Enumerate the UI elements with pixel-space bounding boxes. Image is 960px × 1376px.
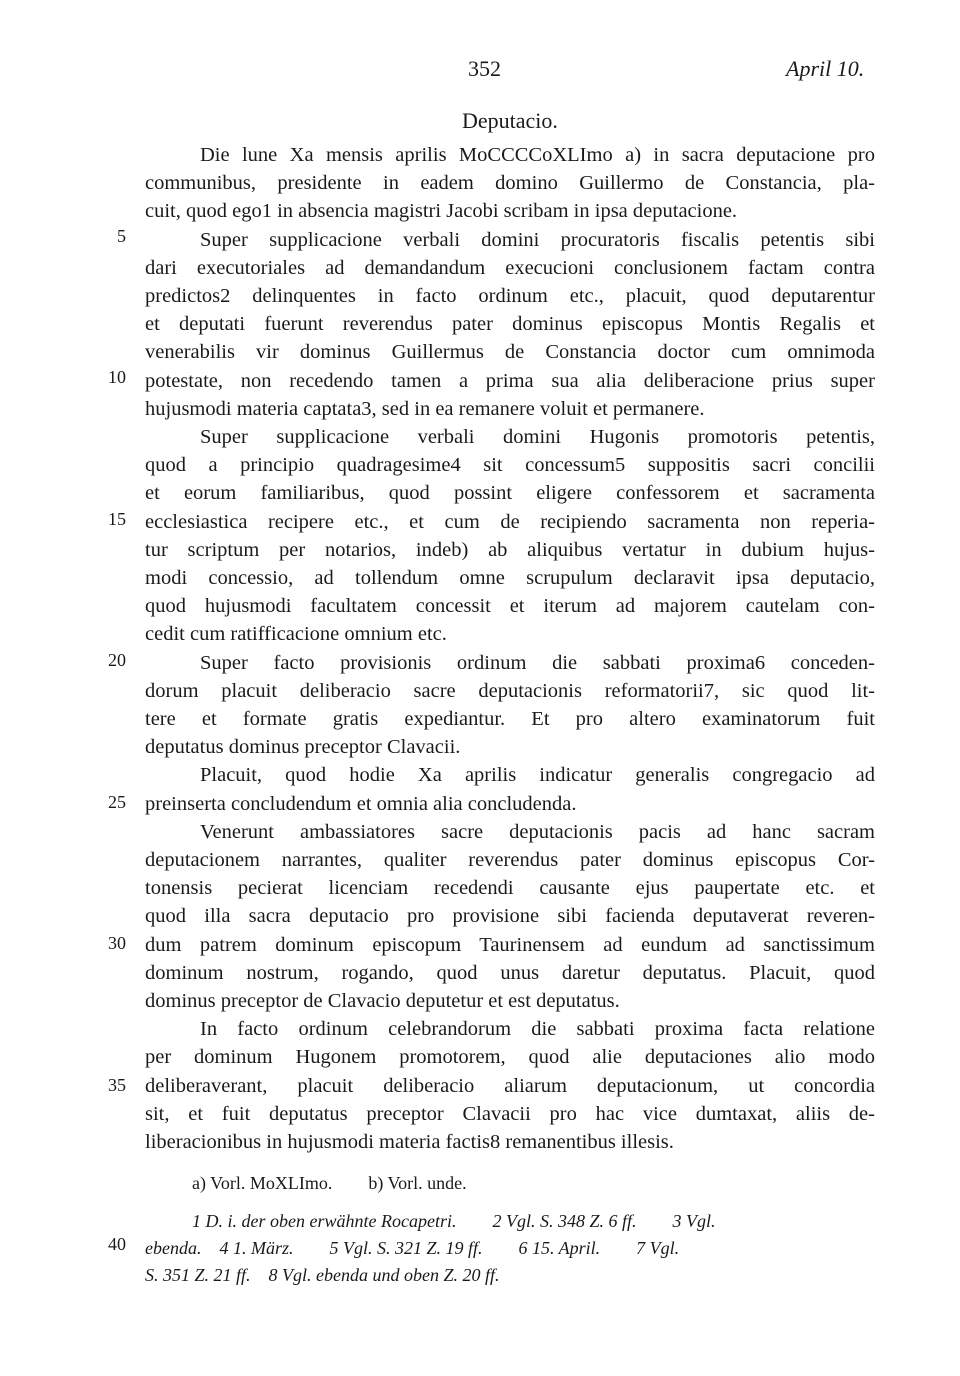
body-line: quod a principio quadragesime4 sit concessum5 suppositis sacri concilii xyxy=(145,454,875,477)
body-line: ecclesiastica recipere etc., et cum de recipiendo sacramenta non reperia- xyxy=(145,510,875,533)
body-line: dorum placuit deliberacio sacre deputacionis reformatorii7, sic quod lit- xyxy=(145,679,875,702)
line-number: 40 xyxy=(108,1234,126,1254)
body-line: quod illa sacra deputacio pro provisione sibi facienda deputaverat reveren- xyxy=(145,905,875,928)
body-line: tur scriptum per notarios, indeb) ab aliquibus vertatur in dubium hujus- xyxy=(145,538,875,561)
body-line: liberacionibus in hujusmodi materia factis8 remanentibus illesis. xyxy=(145,1131,674,1153)
body-line: tonensis pecierat licenciam recedendi causante ejus paupertate etc. et xyxy=(145,877,875,900)
body-line: deputacionem narrantes, qualiter reverendus pater dominus episcopus Cor- xyxy=(145,849,875,871)
body-line: modi concessio, ad tollendum omne scrupulum declaravit ipsa deputacio, xyxy=(145,567,875,589)
body-line: dari executoriales ad demandandum execucioni conclusionem factam contra xyxy=(145,256,875,279)
body-line: et deputati fuerunt reverendus pater dominus episcopus Montis Regalis et xyxy=(145,313,875,336)
body-line: dum patrem dominum episcopum Taurinensem ad eundum ad sanctissimum xyxy=(145,933,875,956)
line-number: 10 xyxy=(108,367,126,387)
body-line: sit, et fuit deputatus preceptor Clavacii pro hac vice dumtaxat, aliis de- xyxy=(145,1102,875,1125)
body-line: potestate, non recedendo tamen a prima sua alia deliberacione prius super xyxy=(145,369,875,392)
body-line: deputatus dominus preceptor Clavacii. xyxy=(145,736,461,759)
body-line: Super supplicacione verbali domini Hugonis promotoris petentis, xyxy=(200,426,875,448)
body-line: cuit, quod ego1 in absencia magistri Jacobi scribam in ipsa deputacione. xyxy=(145,200,738,223)
body-line: hujusmodi materia captata3, sed in ea remanere voluit et permanere. xyxy=(145,397,705,420)
body-line: preinserta concludendum et omnia alia concludenda. xyxy=(145,792,577,815)
body-line: Super facto provisionis ordinum die sabbati proxima6 conceden- xyxy=(200,651,875,674)
body-line: Die lune Xa mensis aprilis MoCCCCoXLImo a) in sacra deputacione pro xyxy=(200,144,875,166)
body-line: et eorum familiaribus, quod possint eligere confessorem et sacramenta xyxy=(145,482,875,505)
body-line: cedit cum ratifficacione omnium etc. xyxy=(145,623,447,646)
variant-notes: a) Vorl. MoXLImo. b) Vorl. unde. xyxy=(192,1173,467,1193)
body-line: tere et formate gratis expediantur. Et pro altero examinatorum fuit xyxy=(145,708,875,730)
body-line: Placuit, quod hodie Xa aprilis indicatur generalis congregacio ad xyxy=(200,764,875,787)
body-line: predictos2 delinquentes in facto ordinum etc., placuit, quod deputarentur xyxy=(145,285,875,307)
footnote-line-2: ebenda. 4 1. März. 5 Vgl. S. 321 Z. 19 ff. 6 15. April. 7 Vgl. xyxy=(145,1238,680,1258)
body-line: Venerunt ambassiatores sacre deputacionis pacis ad hanc sacram xyxy=(200,820,875,843)
body-line: dominus preceptor de Clavacio deputetur et est deputatus. xyxy=(145,990,620,1012)
body-line: Super supplicacione verbali domini procuratoris fiscalis petentis sibi xyxy=(200,228,875,251)
line-number: 15 xyxy=(108,509,126,529)
line-number: 25 xyxy=(108,792,126,812)
line-number: 30 xyxy=(108,933,126,953)
footnote-line-3: S. 351 Z. 21 ff. 8 Vgl. ebenda und oben Z. 20 ff. xyxy=(145,1265,500,1285)
body-line: communibus, presidente in eadem domino Guillermo de Constancia, pla- xyxy=(145,172,875,195)
body-line: deliberaverant, placuit deliberacio aliarum deputacionum, ut concordia xyxy=(145,1074,875,1097)
body-line: per dominum Hugonem promotorem, quod alie deputaciones alio modo xyxy=(145,1046,875,1069)
section-title: Deputacio. xyxy=(462,108,558,133)
line-number: 20 xyxy=(108,650,126,670)
body-line: venerabilis vir dominus Guillermus de Constancia doctor cum omnimoda xyxy=(145,341,875,364)
line-number: 5 xyxy=(117,226,126,246)
body-line: In facto ordinum celebrandorum die sabbati proxima facta relatione xyxy=(200,1018,875,1041)
body-line: quod hujusmodi facultatem concessit et iterum ad majorem cautelam con- xyxy=(145,595,875,618)
page-number: 352 xyxy=(468,56,501,81)
footnote-line-1: 1 D. i. der oben erwähnte Rocapetri. 2 Vgl. S. 348 Z. 6 ff. 3 Vgl. xyxy=(192,1211,716,1231)
header-date: April 10. xyxy=(786,56,865,81)
line-number: 35 xyxy=(108,1075,126,1095)
body-line: dominum nostrum, rogando, quod unus daretur deputatus. Placuit, quod xyxy=(145,961,875,984)
